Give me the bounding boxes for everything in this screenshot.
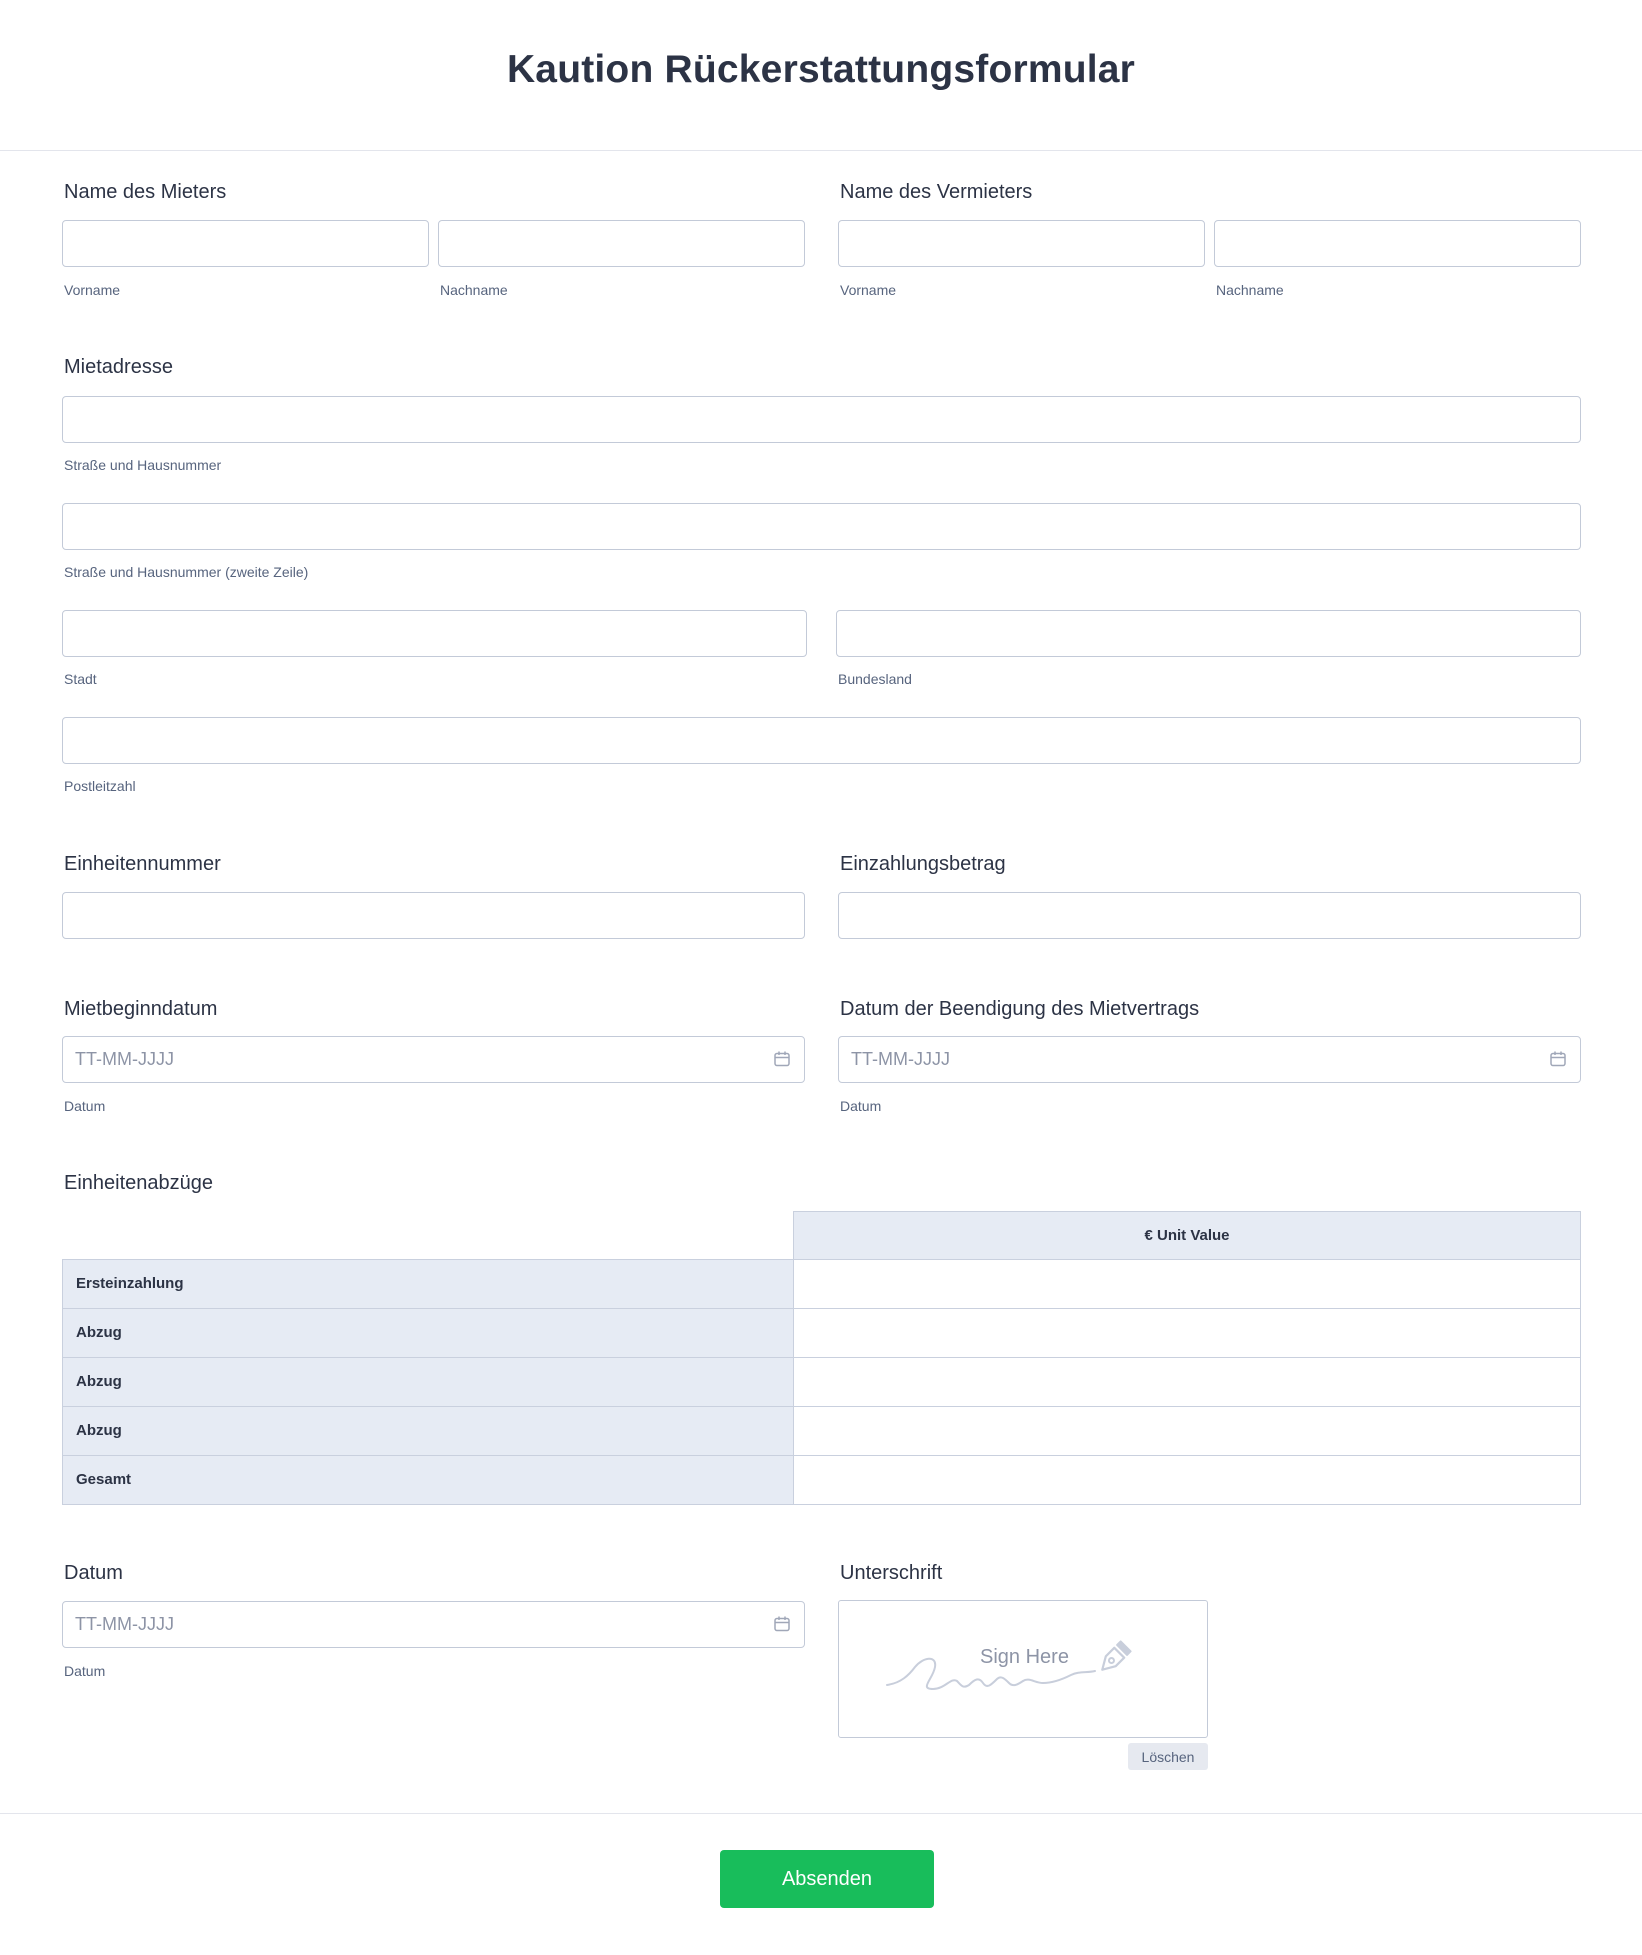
deduction-row-label: Ersteinzahlung [63,1260,794,1308]
deduction-value-input[interactable] [794,1358,1580,1406]
table-row [63,1309,1580,1358]
street-line2-input[interactable] [62,503,1581,550]
signature-placeholder: Sign Here [980,1646,1069,1668]
date-label: Datum [64,1562,123,1584]
table-row [63,1407,1580,1456]
zip-input[interactable] [62,717,1581,764]
lease-start-date-input[interactable] [62,1036,805,1083]
date-input[interactable] [62,1601,805,1648]
deduction-row-label: Abzug [63,1407,794,1455]
deduction-value-input[interactable] [794,1309,1580,1357]
deduction-value-cell [794,1260,1580,1308]
deduction-value-input[interactable] [794,1456,1580,1504]
lease-end-date-field [838,1036,1581,1083]
street-input[interactable] [62,396,1581,443]
deduction-value-cell [794,1309,1580,1357]
deductions-label: Einheitenabzüge [64,1172,214,1194]
tenant-first-name-sublabel: Vorname [64,282,121,298]
landlord-last-name-input[interactable] [1214,220,1581,267]
deposit-amount-label: Einzahlungsbetrag [840,853,1006,875]
date-field [62,1601,805,1648]
city-sublabel: Stadt [64,671,97,687]
deduction-value-cell [794,1358,1580,1406]
landlord-name-label: Name des Vermieters [840,181,1033,203]
table-row [63,1260,1580,1309]
lease-end-sublabel: Datum [840,1098,882,1114]
landlord-first-name-sublabel: Vorname [840,282,897,298]
lease-start-label: Mietbeginndatum [64,998,218,1020]
calendar-icon[interactable] [773,1050,791,1068]
signature-scribble-icon [839,1601,1207,1737]
date-sublabel: Datum [64,1663,106,1679]
tenant-last-name-input[interactable] [438,220,805,267]
deduction-row-label: Gesamt [63,1456,794,1504]
state-input[interactable] [836,610,1581,657]
signature-pad[interactable] [838,1600,1208,1738]
deduction-row-label: Abzug [63,1358,794,1406]
deduction-value-cell [794,1407,1580,1455]
submit-button[interactable]: Absenden [720,1850,934,1908]
street-sublabel: Straße und Hausnummer [64,457,222,473]
tenant-first-name-input[interactable] [62,220,429,267]
tenant-name-label: Name des Mieters [64,181,227,203]
calendar-icon[interactable] [773,1615,791,1633]
lease-start-sublabel: Datum [64,1098,106,1114]
landlord-first-name-input[interactable] [838,220,1205,267]
clear-signature-button[interactable]: Löschen [1128,1743,1208,1770]
lease-end-label: Datum der Beendigung des Mietvertrags [840,998,1200,1020]
state-sublabel: Bundesland [838,671,912,687]
landlord-last-name-sublabel: Nachname [1216,282,1284,298]
rental-address-label: Mietadresse [64,356,173,378]
deductions-column-header: € Unit Value [793,1211,1581,1259]
form-footer [0,1813,1642,1955]
street-line2-sublabel: Straße und Hausnummer (zweite Zeile) [64,564,309,580]
deduction-value-input[interactable] [794,1260,1580,1308]
table-row [63,1358,1580,1407]
unit-number-input[interactable] [62,892,805,939]
table-row [63,1456,1580,1504]
calendar-icon[interactable] [1549,1050,1567,1068]
deposit-amount-input[interactable] [838,892,1581,939]
signature-label: Unterschrift [840,1562,943,1584]
lease-end-date-input[interactable] [838,1036,1581,1083]
zip-sublabel: Postleitzahl [64,778,136,794]
tenant-last-name-sublabel: Nachname [440,282,508,298]
lease-start-date-field [62,1036,805,1083]
form-title: Kaution Rückerstattungsformular [506,48,1136,91]
deductions-rows [62,1259,1581,1505]
form-header [0,0,1642,151]
deduction-row-label: Abzug [63,1309,794,1357]
city-input[interactable] [62,610,807,657]
deduction-value-cell [794,1456,1580,1504]
pen-icon [1097,1640,1132,1675]
deduction-value-input[interactable] [794,1407,1580,1455]
unit-number-label: Einheitennummer [64,853,221,875]
